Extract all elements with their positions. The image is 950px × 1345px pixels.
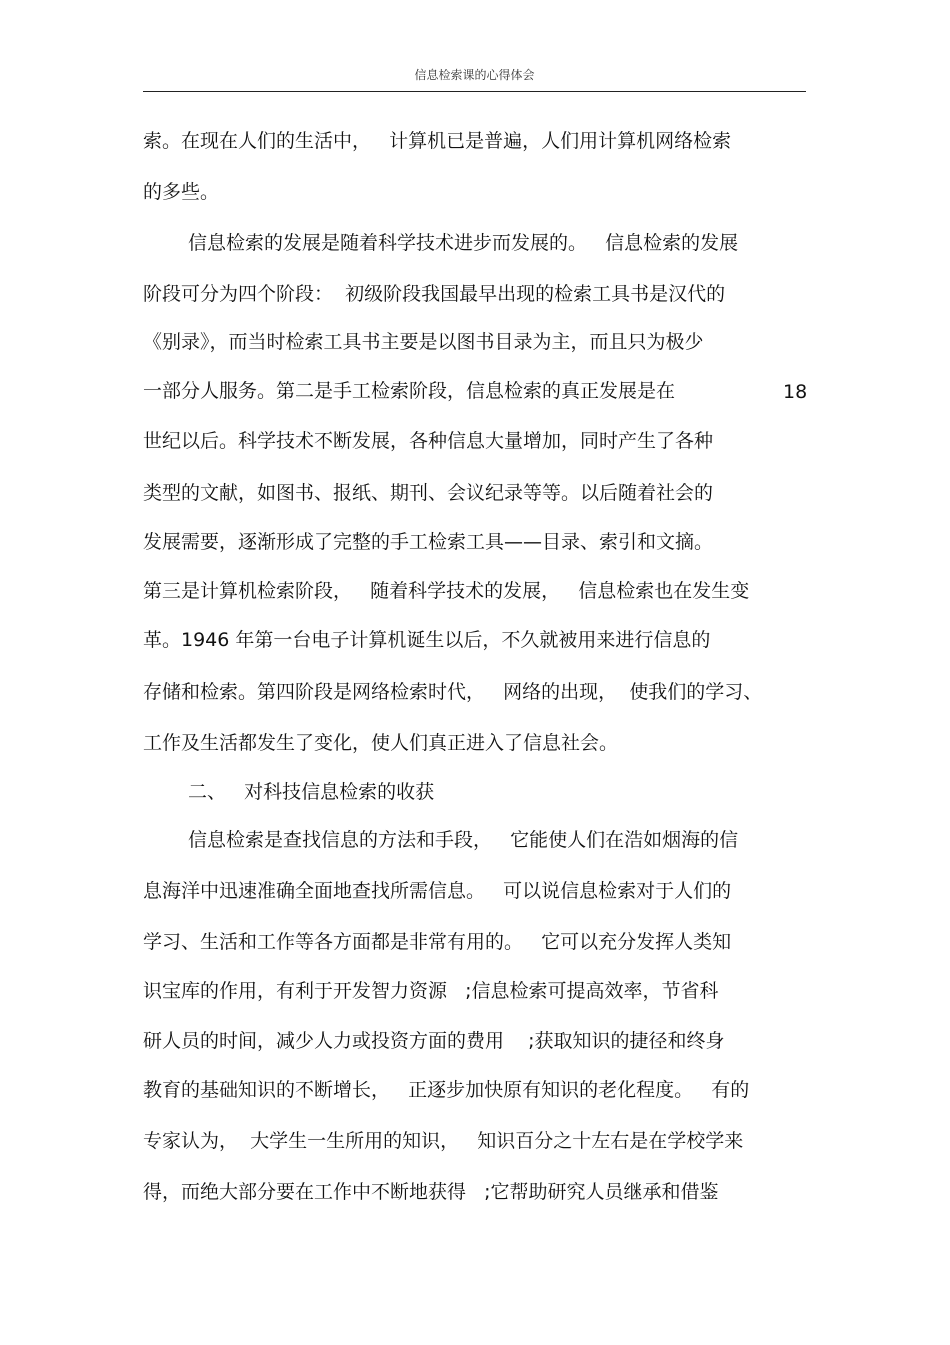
body-line-16: 学习、生活和工作等各方面都是非常有用的。 它可以充分发挥人类知 — [143, 931, 732, 953]
body-line-7: 世纪以后。科学技术不断发展，各种信息大量增加，同时产生了各种 — [143, 430, 714, 452]
body-line-2: 的多些。 — [143, 181, 220, 203]
body-line-6: 一部分人服务。第二是手工检索阶段，信息检索的真正发展是在 — [143, 380, 676, 402]
body-line-4: 阶段可分为四个阶段： 初级阶段我国最早出现的检索工具书是汉代的 — [143, 283, 726, 305]
body-line-13: 工作及生活都发生了变化，使人们真正进入了信息社会。 — [143, 732, 619, 754]
body-line-19: 教育的基础知识的不断增长， 正逐步加快原有知识的老化程度。 有的 — [143, 1079, 750, 1101]
section-heading: 二、 对科技信息检索的收获 — [188, 781, 435, 803]
body-line-9: 发展需要，逐渐形成了完整的手工检索工具——目录、索引和文摘。 — [143, 531, 714, 553]
body-line-10: 第三是计算机检索阶段， 随着科学技术的发展， 信息检索也在发生变 — [143, 580, 750, 602]
body-line-14: 信息检索是查找信息的方法和手段， 它能使人们在浩如烟海的信 — [188, 829, 739, 851]
body-line-21: 得，而绝大部分要在工作中不断地获得 ;它帮助研究人员继承和借鉴 — [143, 1181, 719, 1203]
header-divider — [143, 91, 806, 92]
body-line-12: 存储和检索。第四阶段是网络检索时代， 网络的出现， 使我们的学习、 — [143, 681, 763, 703]
body-line-17: 识宝库的作用，有利于开发智力资源 ;信息检索可提高效率，节省科 — [143, 980, 719, 1002]
body-line-1: 索。在现在人们的生活中， 计算机已是普遍，人们用计算机网络检索 — [143, 130, 732, 152]
body-line-18: 研人员的时间，减少人力或投资方面的费用 ;获取知识的捷径和终身 — [143, 1030, 725, 1052]
body-line-8: 类型的文献，如图书、报纸、期刊、会议纪录等等。以后随着社会的 — [143, 482, 714, 504]
body-line-3: 信息检索的发展是随着科学技术进步而发展的。 信息检索的发展 — [188, 232, 739, 254]
page-header-title: 信息检索课的心得体会 — [414, 68, 535, 82]
body-line-20: 专家认为， 大学生一生所用的知识， 知识百分之十左右是在学校学来 — [143, 1130, 744, 1152]
body-line-15: 息海洋中迅速准确全面地查找所需信息。 可以说信息检索对于人们的 — [143, 880, 732, 902]
body-line-11: 革。1946 年第一台电子计算机诞生以后，不久就被用来进行信息的 — [143, 629, 711, 651]
body-line-5: 《别录》，而当时检索工具书主要是以图书目录为主，而且只为极少 — [143, 331, 704, 353]
century-number: 18 — [783, 381, 808, 403]
